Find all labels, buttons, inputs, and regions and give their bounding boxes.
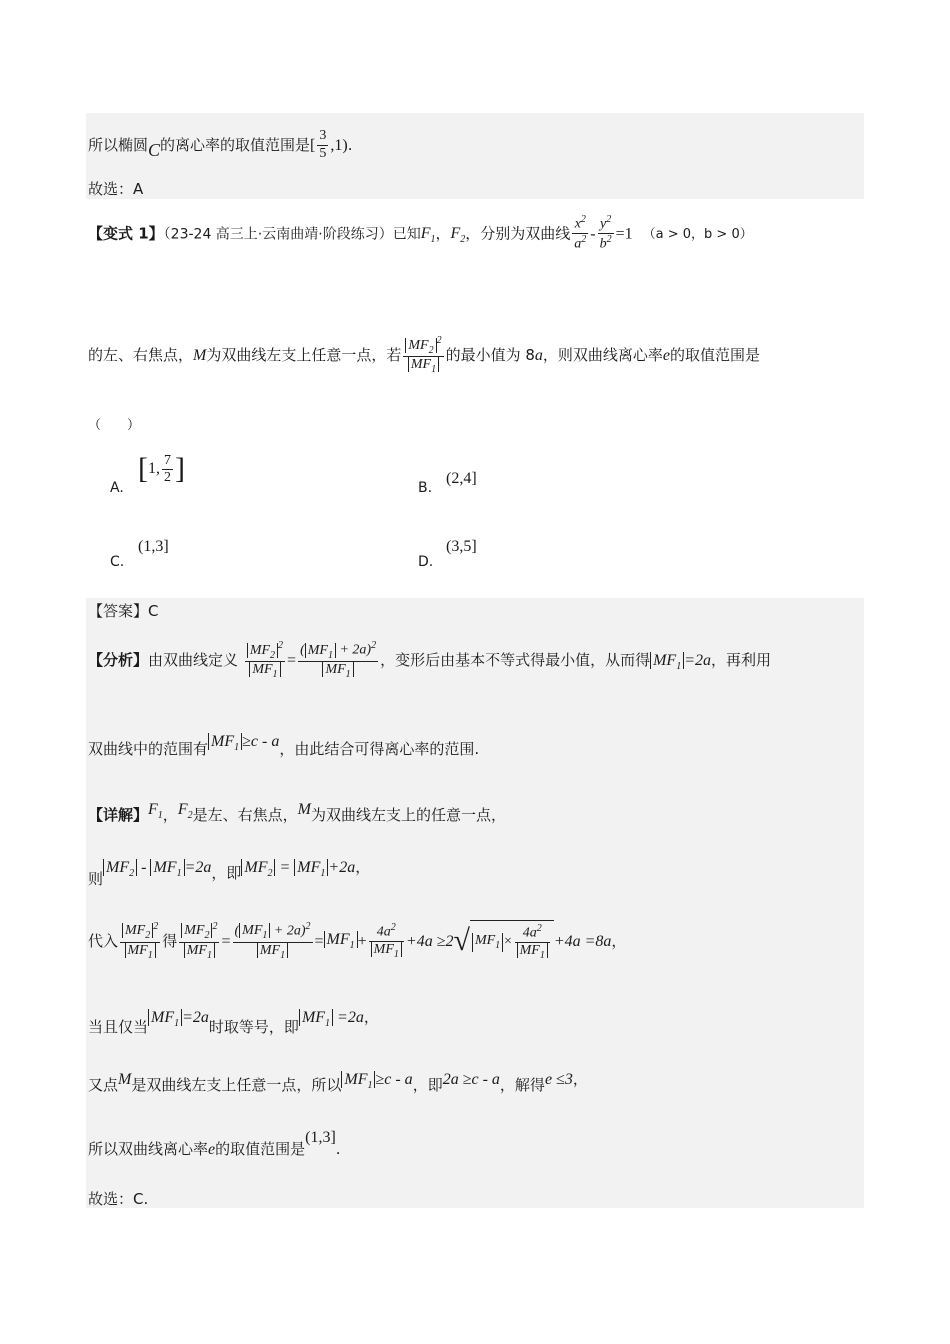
choice-a: 故选：A bbox=[88, 180, 144, 198]
option-d-value[interactable]: (3,5] bbox=[446, 538, 477, 555]
analysis-line-1: 【分析】由双曲线定义 $\frac{MF_2^2}{MF_1}$ = $\frac{( MF_1 + 2a)^2}{MF_1}$ ，变形后由基本不等式得最小值，从而得 $MF_1 =2a$，再利用 bbox=[88, 640, 771, 681]
ratio-fraction: $\frac{MF_2^2}{MF_1}$ bbox=[403, 335, 443, 376]
option-b-label[interactable]: B. bbox=[418, 480, 433, 496]
option-b-value[interactable]: (2,4] bbox=[446, 470, 477, 487]
hyperbola-y-term: $\frac{y^2}{b^2}$ bbox=[599, 214, 612, 253]
ellipse-conclusion: 所以椭圆C的离心率的取值范围是[ $\frac{3}{5}$ ,1). bbox=[88, 128, 353, 161]
final-conclusion: 所以双曲线离心率e的取值范围是(1,3]. bbox=[88, 1129, 341, 1158]
sqrt-expression: √ $MF_1$ × $\frac{4a^2}{MF_1}$ bbox=[453, 920, 553, 962]
answer-background bbox=[86, 598, 864, 1208]
hyperbola-x-term: $\frac{x^2}{a^2}$ bbox=[574, 214, 587, 253]
detail-line-1: 【详解】$F_1$，$F_2$是左、右焦点，M为双曲线左支上的任意一点， bbox=[88, 801, 506, 824]
detail-substitution: 代入 $\frac{MF_2^2}{MF_1}$ 得 $\frac{MF_2^2}{MF_1}$ = $\frac{( MF_1 + 2a)^2}{MF_1}$ = $MF_1$ + $\frac{4a^2}{MF_1}$ +4a ≥2 √ $MF_1$ × $\frac{4a^2}{MF_1}$ +4a =8a ， bbox=[88, 920, 627, 962]
answer-paren: （ ） bbox=[88, 418, 141, 433]
detail-line-2: 则$MF_2 - MF_1 =2a$，即 $MF_2 = MF_1 +2a$， bbox=[88, 858, 371, 888]
question-line-1: 【变式 1】（23-24 高三上·云南曲靖·阶段练习）已知$F_1$，$F_2$，分别为双曲线 $\frac{x^2}{a^2}$ - $\frac{y^2}{b^2}$ =1 （a > 0，b > 0） bbox=[88, 214, 753, 253]
option-a-label[interactable]: A. bbox=[110, 480, 124, 496]
option-a-value[interactable]: [ 1, $\frac{7}{2}$ ] bbox=[138, 452, 185, 485]
detail-equality: 当且仅当$MF_1 =2a$时取等号，即$MF_1 =2a$， bbox=[88, 1008, 379, 1036]
option-d-label[interactable]: D. bbox=[418, 554, 434, 570]
option-c-label[interactable]: C. bbox=[110, 554, 125, 570]
fraction-3-5: $\frac{3}{5}$ bbox=[319, 128, 327, 161]
choice-c: 故选：C. bbox=[88, 1190, 149, 1208]
option-c-value[interactable]: (1,3] bbox=[138, 538, 169, 555]
detail-also: 又点M是双曲线左支上任意一点，所以 $MF_1 \ge c - a$，即2a ≥c - a，解得e ≤3， bbox=[88, 1070, 588, 1094]
analysis-line-2: 双曲线中的范围有 $MF_1 \ge c - a$，由此结合可得离心率的范围. bbox=[88, 733, 480, 758]
question-line-2: 的左、右焦点，M为双曲线左支上任意一点，若 $\frac{MF_2^2}{MF_1}$ 的最小值为 8a，则双曲线离心率e的取值范围是 bbox=[88, 335, 761, 376]
answer-label: 【答案】C bbox=[88, 602, 159, 620]
